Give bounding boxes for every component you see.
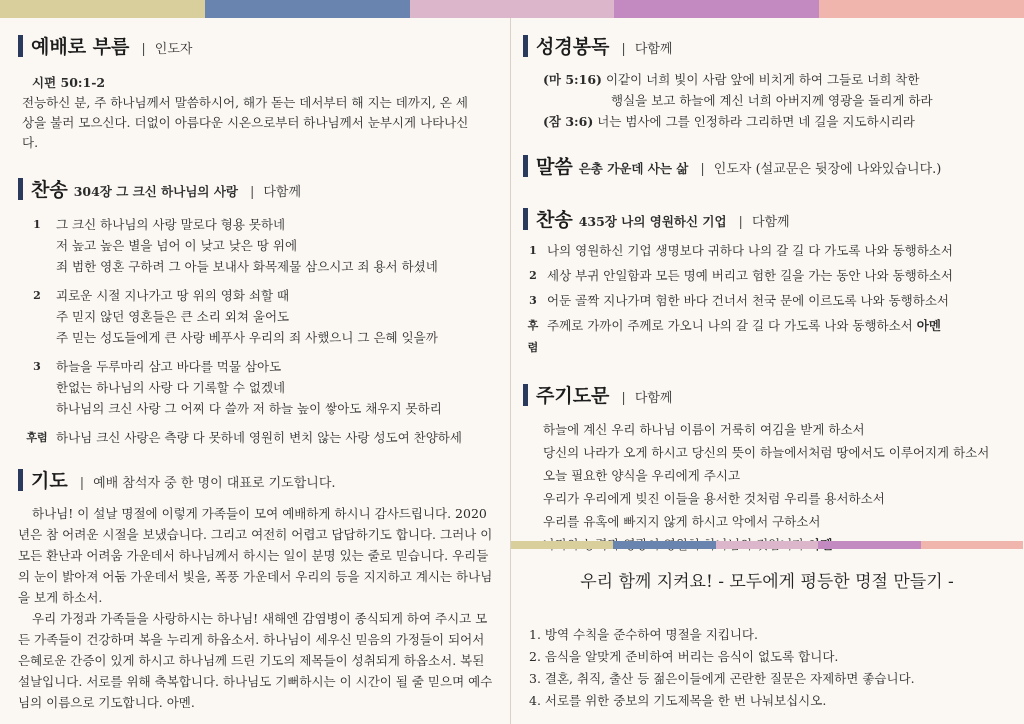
lyric-line: 주 믿지 않던 영혼들은 큰 소리 외쳐 울어도 — [56, 309, 290, 324]
lyric-line: 하늘을 두루마리 삼고 바다를 먹물 삼아도 — [56, 359, 282, 374]
campaign-item: 2. 음식을 알맞게 준비하여 버리는 음식이 없도록 합니다. — [529, 649, 839, 664]
verse-continuation: 행실을 보고 하늘에 계신 너희 아버지께 영광을 돌리게 하라 — [611, 93, 933, 108]
scripture-reading-section — [523, 32, 1010, 132]
section-title: 찬송 — [31, 179, 68, 201]
amen-label: 아멘 — [916, 318, 941, 333]
prayer-text — [18, 503, 494, 713]
prayer-paragraph: 하나님! 이 설날 명절에 이렇게 가족들이 모여 예배하게 하시니 감사드립니다. 2020년은 참 어려운 시절을 보냈습니다. 그리고 여전히 어렵고 답답하기도 합니다. 그러나 이 모든 환난과 어려움 가운데서 하나님께서 하시는 일이 분명 있는 줄로 믿습니다. 우리들의 눈이 밝아져 어둠 가운데서 빛을, 폭풍 가운데서 우리의 등을 지지하고 계시는 하나님을 보게 하소서. — [18, 506, 493, 605]
hymn-verse — [523, 265, 1010, 287]
prayer-paragraph: 우리 가정과 가족들을 사랑하시는 하나님! 새해엔 감염병이 종식되게 하여 주시고 모든 가족들이 건강하며 복을 누리게 하옵소서. 하나님이 세우신 믿음의 가정들이 되어서 은혜로운 간증이 있게 하시고 하나님께 드린 기도의 제목들이 성취되게 하옵소서. 복된 설날입니다. 서로를 위해 축복합니다. 하나님도 기뻐하시는 이 시간이 될 줄 믿으며 예수님의 이름으로 기도합니다. 아멘. — [18, 611, 493, 710]
hymn-title: 435장 나의 영원하신 기업 — [578, 214, 727, 229]
lyric-line: 저 높고 높은 별을 넘어 이 낮고 낮은 땅 위에 — [56, 238, 298, 253]
verse-text: 너는 범사에 그를 인정하라 그리하면 네 길을 지도하시리라 — [597, 114, 915, 129]
hymn-chorus — [18, 427, 494, 448]
hymn-chorus — [523, 315, 1010, 359]
call-to-worship-text: 전능하신 분, 주 하나님께서 말씀하시어, 해가 돋는 데서부터 해 지는 데까지, 온 세상을 불러 모으신다. 더없이 아름다운 시온으로부터 하나님께서 눈부시게 나타나신다. — [22, 95, 469, 150]
prayer-line: 우리가 우리에게 빚진 이들을 용서한 것처럼 우리를 용서하소서 — [543, 491, 885, 506]
separator: | — [249, 185, 255, 200]
campaign-title: 우리 함께 지켜요! - 모두에게 평등한 명절 만들기 - — [580, 572, 954, 592]
separator: | — [621, 42, 626, 57]
band-segment — [818, 541, 920, 549]
leader-label: 인도자 (설교문은 뒷장에 나와있습니다.) — [713, 162, 942, 177]
band-segment — [613, 541, 715, 549]
hymn-lyrics — [523, 240, 1010, 359]
separator: | — [621, 391, 626, 406]
chorus-label: 후렴 — [527, 319, 539, 354]
separator: | — [738, 215, 743, 230]
section-marker — [523, 155, 528, 177]
band-segment — [921, 541, 1023, 549]
hymn-435-section — [523, 205, 1010, 359]
sermon-section — [523, 152, 1010, 179]
band-segment — [205, 0, 410, 18]
verse-number: 2 — [529, 269, 537, 282]
hymn-verse — [18, 214, 494, 277]
lyric-line: 주께로 가까이 주께로 가오니 나의 갈 길 다 가도록 나와 동행하소서 — [547, 318, 913, 333]
band-segment — [716, 541, 818, 549]
lyric-line: 괴로운 시절 지나가고 땅 위의 영화 쇠할 때 — [56, 288, 290, 303]
band-segment — [511, 541, 613, 549]
lyric-line: 하나님의 크신 사랑 그 어찌 다 쓸까 저 하늘 높이 쌓아도 채우지 못하리 — [56, 401, 442, 416]
section-header — [523, 152, 1010, 179]
verse-reference: (잠 3:6) — [543, 114, 594, 129]
hymn-304-section — [18, 175, 494, 448]
section-marker — [18, 469, 23, 491]
lyric-line: 하나님 크신 사랑은 측량 다 못하네 영원히 변치 않는 사랑 성도여 찬양하세 — [56, 430, 462, 445]
section-title: 찬송 — [536, 209, 573, 231]
scripture-verse — [543, 69, 1010, 90]
lyric-line: 한없는 하나님의 사랑 다 기록할 수 없겠네 — [56, 380, 286, 395]
separator: | — [700, 162, 705, 177]
verse-number: 3 — [33, 360, 41, 373]
prayer-line: 하늘에 계신 우리 하나님 이름이 거룩히 여김을 받게 하소서 — [543, 422, 865, 437]
lords-prayer-section — [523, 381, 1010, 556]
lords-prayer-text — [543, 418, 1010, 556]
left-column — [0, 18, 510, 724]
right-column — [510, 18, 1024, 724]
lyric-line: 어둔 골짝 지나가며 험한 바다 건너서 천국 문에 이르도록 나와 동행하소서 — [547, 293, 949, 308]
section-header — [18, 32, 494, 59]
band-segment — [614, 0, 819, 18]
hymn-verse — [523, 290, 1010, 312]
participant-label: 다함께 — [263, 185, 302, 200]
scripture-verse — [543, 111, 1010, 132]
band-segment — [0, 0, 205, 18]
band-segment — [819, 0, 1024, 18]
prayer-section — [18, 466, 494, 713]
leader-label: 인도자 — [154, 42, 193, 57]
section-marker — [523, 384, 528, 406]
section-title: 기도 — [31, 470, 68, 492]
section-header — [523, 32, 1010, 59]
section-title: 예배로 부름 — [31, 36, 130, 58]
hymn-verse — [18, 285, 494, 348]
campaign-item: 1. 방역 수칙을 준수하여 명절을 지킵니다. — [529, 627, 758, 642]
lyric-line: 나의 영원하신 기업 생명보다 귀하다 나의 갈 길 다 가도록 나와 동행하소서 — [547, 243, 953, 258]
hymn-title: 304장 그 크신 하나님의 사랑 — [73, 184, 238, 199]
separator: | — [79, 476, 85, 491]
campaign-item: 3. 결혼, 취직, 출산 등 젊은이들에게 곤란한 질문은 자제하면 좋습니다. — [529, 671, 915, 686]
participant-label: 다함께 — [634, 391, 673, 406]
section-marker — [523, 35, 528, 57]
verse-text: 이같이 너희 빛이 사람 앞에 비치게 하여 그들로 너희 착한 — [605, 72, 920, 87]
scripture-reference: 시편 50:1-2 — [32, 75, 106, 90]
lyric-line: 세상 부귀 안일함과 모든 명예 버리고 험한 길을 가는 동안 나와 동행하소서 — [547, 268, 953, 283]
band-segment — [410, 0, 615, 18]
section-title: 성경봉독 — [536, 36, 610, 58]
section-marker — [18, 178, 23, 200]
lyric-line: 그 크신 하나님의 사랑 말로다 형용 못하네 — [56, 217, 286, 232]
campaign-list — [529, 624, 915, 712]
chorus-label: 후렴 — [26, 431, 48, 444]
hymn-verse — [18, 356, 494, 419]
verse-reference: (마 5:16) — [543, 72, 602, 87]
section-header — [18, 175, 494, 202]
participant-label: 다함께 — [634, 42, 673, 57]
top-color-band — [0, 0, 1024, 18]
section-title: 말씀 — [536, 156, 573, 178]
section-title: 주기도문 — [536, 385, 610, 407]
section-header — [18, 466, 494, 493]
section-marker — [18, 35, 23, 57]
prayer-line: 당신의 나라가 오게 하시고 당신의 뜻이 하늘에서처럼 땅에서도 이루어지게 하소서 — [543, 445, 990, 460]
lyric-line: 주 믿는 성도들에게 큰 사랑 베푸사 우리의 죄 사했으니 그 은혜 잊을까 — [56, 330, 438, 345]
verse-number: 3 — [529, 294, 537, 307]
prayer-line: 오늘 필요한 양식을 우리에게 주시고 — [543, 468, 741, 483]
section-marker — [523, 208, 528, 230]
verse-number: 1 — [33, 218, 41, 231]
call-to-worship-section — [18, 32, 494, 153]
chorus-line-wrap — [547, 315, 941, 359]
section-header — [523, 205, 1010, 232]
divider-color-band — [511, 541, 1023, 549]
lyric-line: 죄 범한 영혼 구하려 그 아들 보내사 화목제물 삼으시고 죄 용서 하셨네 — [56, 259, 438, 274]
participant-label: 다함께 — [751, 215, 790, 230]
verse-number: 2 — [33, 289, 41, 302]
hymn-lyrics — [18, 214, 494, 448]
section-header — [523, 381, 1010, 408]
sermon-title: 은총 가운데 사는 삶 — [578, 161, 689, 176]
hymn-verse — [523, 240, 1010, 262]
campaign-item: 4. 서로를 위한 중보의 기도제목을 한 번 나눠보십시오. — [529, 693, 827, 708]
scripture-passages — [543, 69, 1010, 132]
prayer-instruction: 예배 참석자 중 한 명이 대표로 기도합니다. — [93, 476, 336, 491]
verse-number: 1 — [529, 244, 537, 257]
separator: | — [141, 42, 146, 57]
prayer-line: 우리를 유혹에 빠지지 않게 하시고 악에서 구하소서 — [543, 514, 821, 529]
